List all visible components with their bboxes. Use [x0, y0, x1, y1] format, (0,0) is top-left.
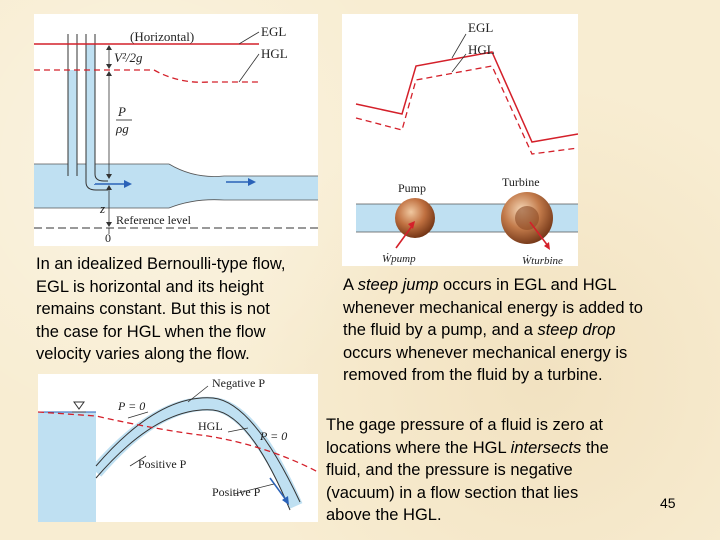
- diagram-pump-turbine-panel: [342, 14, 578, 266]
- label-w-pump: Ẇpump: [382, 253, 416, 265]
- text-line: remains constant. But this is not: [36, 300, 270, 318]
- label-egl: EGL: [261, 24, 287, 39]
- siphon-pipe: [96, 404, 296, 506]
- label-positive-p-left: Positive P: [138, 457, 187, 471]
- label-positive-p-right: Positive P: [212, 485, 261, 499]
- text-pump-turbine-explanation: [343, 274, 703, 387]
- label-hgl: HGL: [261, 46, 288, 61]
- label-p-zero-left: P = 0: [118, 399, 146, 413]
- hgl-line: [356, 66, 578, 154]
- text-gage-pressure-explanation: [326, 414, 656, 527]
- text-line: In an idealized Bernoulli-type flow,: [36, 255, 286, 273]
- text-line: EGL is horizontal and its height: [36, 277, 264, 296]
- text-line: occurs whenever mechanical energy is: [343, 343, 628, 362]
- text-line: (vacuum) in a flow section that lies: [326, 483, 579, 502]
- label-z: z: [100, 201, 106, 216]
- text-line: whenever mechanical energy is added to: [343, 298, 643, 317]
- text-line: A steep jump occurs in EGL and HGL: [343, 276, 617, 294]
- label-hgl: HGL: [198, 419, 223, 433]
- text-line: the fluid by a pump, and a steep drop: [343, 321, 616, 339]
- label-zero: 0: [105, 231, 111, 245]
- label-pressure-rho-g: ρg: [116, 121, 129, 136]
- text-line: above the HGL.: [326, 506, 442, 524]
- text-line: velocity varies along the flow.: [36, 345, 250, 363]
- diagram-bernoulli: [34, 14, 318, 246]
- label-reference-level: Reference level: [116, 213, 191, 227]
- label-w-turbine: Ẇturbine: [522, 255, 563, 266]
- text-line: the case for HGL when the flow: [36, 322, 266, 341]
- text-line: removed from the fluid by a turbine.: [343, 366, 603, 384]
- diagram-negative-pressure: [38, 374, 318, 522]
- diagram-pump-turbine: [342, 14, 578, 266]
- tank-water: [38, 412, 96, 522]
- egl-line: [356, 52, 578, 142]
- text-line: fluid, and the pressure is negative: [326, 461, 573, 479]
- text-line: locations where the HGL intersects the: [326, 438, 609, 457]
- text-bernoulli-explanation: [36, 253, 326, 366]
- label-egl: EGL: [468, 20, 494, 35]
- label-p-zero-right: P = 0: [260, 429, 288, 443]
- label-horizontal: (Horizontal): [130, 29, 195, 44]
- diagram-bernoulli-panel: [34, 14, 318, 246]
- label-hgl: HGL: [468, 42, 495, 57]
- label-turbine: Turbine: [502, 175, 540, 189]
- text-line: The gage pressure of a fluid is zero at: [326, 416, 603, 434]
- pump-icon: [395, 198, 435, 238]
- label-pressure-p: P: [118, 104, 126, 119]
- label-pump: Pump: [398, 181, 427, 195]
- page-number: 45: [660, 495, 676, 511]
- label-negative-p: Negative P: [212, 376, 265, 390]
- label-velocity-head: V²/2g: [114, 50, 143, 65]
- diagram-negative-pressure-panel: [38, 374, 318, 522]
